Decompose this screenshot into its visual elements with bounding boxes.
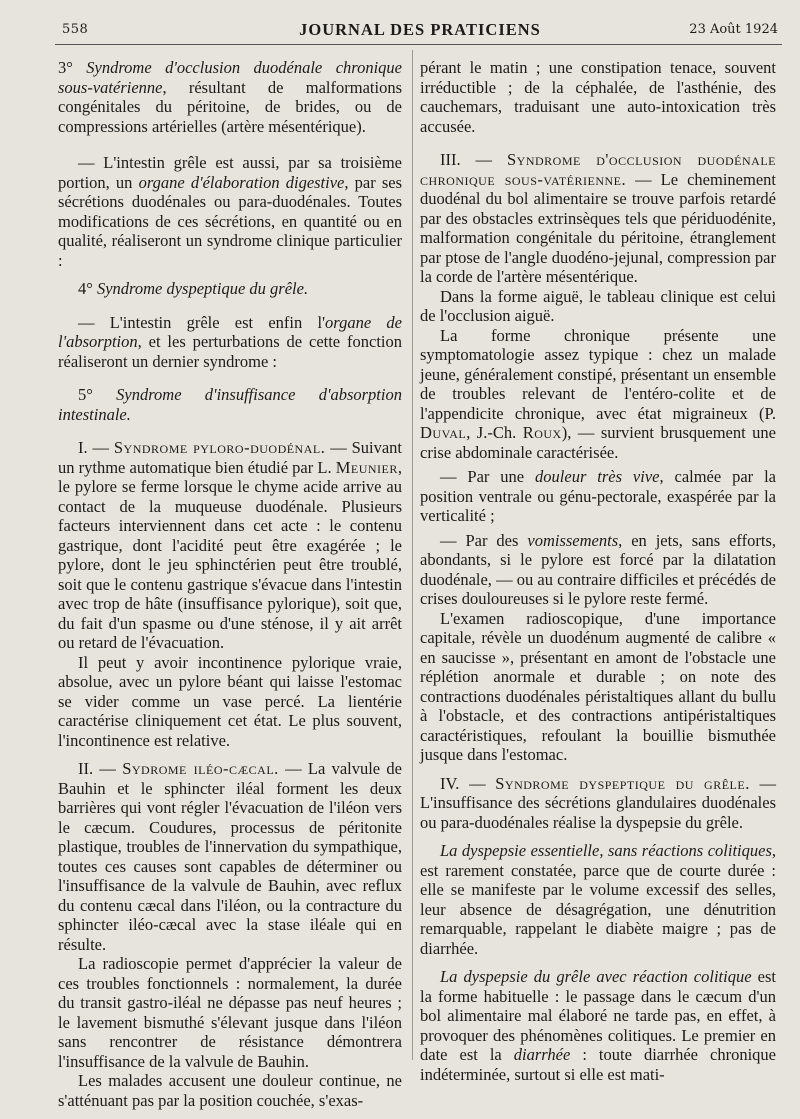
header-rule (55, 44, 782, 45)
page-header (62, 18, 778, 42)
journal-title: JOURNAL DES PRATICIENS (299, 20, 541, 39)
section-4-paragraph: IV. — Syndrome dyspeptique du grêle. — L'insuffisance des sécrétions glandulaires duodénales ou para-duodénales réalise la dyspepsie du grêle. (420, 773, 776, 832)
paragraph: 4° Syndrome dyspeptique du grêle. (78, 279, 309, 298)
paragraph: La dyspepsie du grêle avec réaction colitique est la forme habituelle : le passage dans le cæcum d'un bol alimentaire mal élaboré ne tarde pas, en effet, à provoquer des phénomènes colitiques. Le premier en date est la diarrhée : toute diarrhée chronique indéterminée, surtout si elle est mati- (420, 967, 776, 1084)
right-column (420, 58, 776, 1093)
section-2-paragraph: II. — Sydrome iléo-cæcal. — La valvule de Bauhin et le sphincter iléal forment les deux barrières qui vont régler l'évacuation de l'iléon vers le cæcum. Coudures, processus de péritonite plastique, troubles de l'innervation du sympathique, toutes ces causes sont capables de déterminer ou l'insuffisance de la valvule de Bauhin, avec reflux du contenu cæcal dans l'iléon, ou la contracture du sphincter iléo-cæcal avec la stase iléale qui en résulte. (58, 759, 402, 954)
paragraph: — L'intestin grêle est aussi, par sa troisième portion, un organe d'élaboration digestive, par ses sécrétions duodénales ou para-duodénales. Toutes modifications de ces sécrétions, en quantité ou en qualité, réaliseront un syndrome clinique particulier : (58, 153, 403, 270)
paragraph: Il peut y avoir incontinence pylorique vraie, absolue, avec un pylore béant qui laisse l'estomac se vider comme un vase percé. La lientérie caractérise cliniquement cet état. Le plus souvent, l'incontinence est relative. (58, 652, 402, 750)
paragraph: Les malades accusent une douleur continue, ne s'atténuant pas par la position couchée, s'exas- (58, 1071, 402, 1110)
paragraph: La radioscopie permet d'apprécier la valeur de ces troubles fonctionnels : normalement, la durée du transit gastro-iléal ne dépasse pas neuf heures ; le lavement bismuthé s'élevant jusque dans l'iléon sans rencontrer de résistance démontrera l'insuffisance de la valvule de Bauhin. (58, 954, 402, 1071)
paragraph: — Par des vomissements, en jets, sans efforts, abondants, si le pylore est forcé par la dilatation duodénale, — ou au contraire difficiles et précédés de crises douloureuses si le pylore reste fermé. (420, 530, 776, 608)
paragraph: 5° Syndrome d'insuffisance d'absorption intestinale. (58, 385, 402, 424)
paragraph: La forme chronique présente une symptomatologie assez typique : chez un malade jeune, généralement constipé, présentant un ensemble de troubles relevant de l'entéro-colite et de l'appendicite chronique, avec état migraineux (P. Duval, J.-Ch. Roux), — survient brusquement une crise abdominale caractérisée. (420, 325, 776, 462)
section-3-paragraph: III. — Syndrome d'occlusion duodénale chronique sous-vatérienne. — Le cheminement duodénal du bol alimentaire se trouve parfois retardé par des obstacles extrinsèques tels que périduodénite, malformation congénitale du péritoine, étranglement par ptose de l'angle duodéno-jejunal, compression par la corde de l'artère mésentérique. (420, 150, 776, 286)
paragraph: — L'intestin grêle est enfin l'organe de l'absorption, et les perturbations de cette fonction réaliseront un dernier syndrome : (58, 312, 402, 371)
paragraph: 3° Syndrome d'occlusion duodénale chronique sous-vatérienne, résultant de malformations congénitales du péritoine, de brides, ou de compressions artérielles (artère mésentérique). (58, 58, 402, 136)
section-1-paragraph: I. — Syndrome pyloro-duodénal. — Suivant un rythme automatique bien étudié par L. Meunier, le pylore se ferme lorsque le chyme acide arrive au contact de la muqueuse duodénale. Plusieurs facteurs interviennent dans cet acte : le contenu gastrique, dont l'acidité peut être exagérée ; le pylore, dont le jeu sphinctérien peut être troublé, soit que le contenu gastrique s'évacue dans l'intestin avec trop de hâte (insuffisance pylorique), soit que, du fait d'un spasme ou d'une sténose, il y ait arrêt ou retard de l'évacuation. (58, 438, 403, 652)
paragraph: L'examen radioscopique, d'une importance capitale, révèle un duodénum augmenté de calibre « en saucisse », présentant en amont de l'obstacle une réplétion anormale et durable ; on note des contractions duodénales péristaltiques allant du bullu à l'obstacle, et des contractions antipéristaltiques caractéristiques, refoulant la bouillie bismuthée jusque dans l'estomac. (420, 608, 776, 764)
paragraph: — Par une douleur très vive, calmée par la position ventrale ou génu-pectorale, exaspérée par la verticalité ; (420, 467, 776, 525)
page-number: 558 (62, 22, 89, 37)
paragraph: Dans la forme aiguë, le tableau clinique est celui de l'occlusion aiguë. (420, 286, 776, 325)
left-column (58, 58, 402, 1119)
paragraph: La dyspepsie essentielle, sans réactions colitiques, est rarement constatée, parce que de courte durée : elle se manifeste par le volume excessif des selles, leur absence de désagrégation, une dénutrition remarquable, rappelant le diabète maigre ; pas de diarrhée. (420, 841, 776, 958)
column-divider (412, 50, 413, 1060)
issue-date: 23 Août 1924 (689, 22, 778, 37)
paragraph: pérant le matin ; une constipation tenace, souvent irréductible ; de la céphalée, de l'asthénie, des cauchemars, traduisant une auto-intoxication très accusée. (420, 58, 776, 136)
